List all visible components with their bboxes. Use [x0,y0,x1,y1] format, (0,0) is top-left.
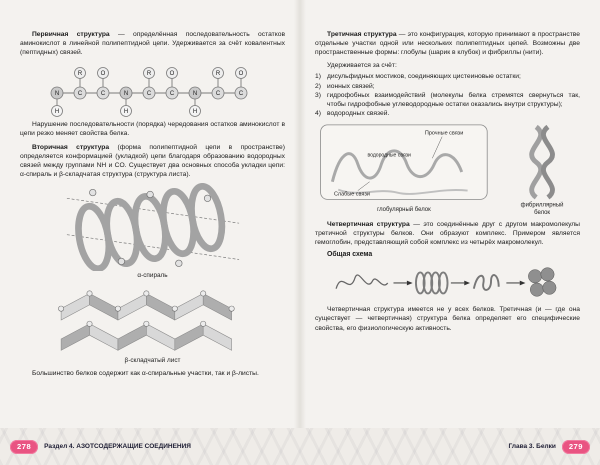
page-number-badge-left: 278 [10,440,38,454]
arrow-icon [393,281,412,286]
paragraph-tertiary-structure-text: — это конфигурация, которую принимают в пространстве отдельные участки одной или нескольких полипептидных цепей. Возможны две пространственные формы: глобулы (шарик в клубок) и фибриллы (нити). [315,31,580,57]
alpha-helix-caption: α-спираль [137,271,168,279]
paragraph-sequence-note: Нарушение последовательности (порядка) чередования остатков аминокислот в цепи резко меняет свойства белка. [20,121,285,138]
footer-band [0,428,600,465]
tertiary-stage-squiggle [473,275,498,290]
tertiary-structure-figure [315,121,580,219]
list-item-number: 1) [315,73,321,81]
helix-stage [415,273,447,294]
page-right [300,0,600,465]
paragraph-quaternary-structure-text: — это соединённые друг с другом макромолекулы третичной структуры белков. Они образуют комплекс. Примером является гемоглобин, представляющий собой комплекс из четырёх макромолекул. [315,220,580,247]
hydrogen-bonds-label: водородные связи [366,152,411,159]
fibrillar-protein-caption-line1: фибриллярный [520,202,563,209]
term-quaternary-structure: Четвертичная структура [327,220,410,228]
beta-sheet-figure [20,284,285,356]
atom-label: O [169,71,174,78]
paragraph-held-by: Удерживается за счёт: [327,62,397,70]
atom-label: N [123,91,128,98]
list-item [315,91,580,109]
primary-chain-squiggle [336,275,388,289]
list-item-text: дисульфидных мостиков, соединяющих цистеиновые остатки; [327,73,521,81]
paragraph-primary-structure [20,30,285,57]
atom-label: C [238,91,243,98]
atom-label: N [192,91,197,98]
paragraph-secondary-structure-text: (форма полипептидной цепи в пространстве) определяется конформацией (укладкой) цепи благодаря образованию водородных связей между группами NH и CO. Существует два основных способа укладки цепи: α-спираль и β-складчатая структура (структура листа). [20,143,286,178]
atom-label: R [215,71,220,78]
atom-label: R [146,71,151,78]
atom-label: H [192,109,197,116]
atom-label: C [169,91,174,98]
arrow-icon [506,281,525,286]
atom-label: R [77,71,82,78]
term-primary-structure: Первичная структура [32,31,110,38]
chapter-title: Глава 3. Белки [508,443,556,450]
paragraph-quaternary-structure [315,220,580,247]
alpha-helix-diagram [58,183,248,271]
atom-label: C [100,91,105,98]
paragraph-most-proteins: Большинство белков содержит как α-спиральные участки, так и β-листы. [32,369,259,377]
general-scheme-diagram [323,260,573,304]
page-number-badge-right: 279 [562,440,590,454]
list-item-number: 3) [315,91,321,99]
atom-label: H [54,109,59,116]
beta-sheet-diagram [53,284,253,356]
bond-list [315,72,580,118]
fibrillar-protein-rope [531,127,552,198]
paragraph-secondary-structure [20,143,285,179]
tertiary-structure-diagram [318,121,578,219]
globular-protein-caption: глобулярный белок [376,207,431,214]
atom-label: C [77,91,82,98]
atom-label: C [146,91,151,98]
scheme-heading: Общая схема [327,251,373,259]
atom-label: O [238,71,243,78]
list-item-number: 2) [315,82,321,90]
list-item [315,109,580,118]
footer-right [509,440,591,454]
alpha-helix-figure [20,183,285,271]
weak-bonds-label: Слабые связи [333,191,370,198]
list-item [315,72,580,81]
paragraph-primary-structure-text: — определённая последовательность остатков аминокислот в линейной полипептидной цепи. Удерживается за счёт ковалентных (пептидных) связей. [20,31,286,57]
general-scheme-figure [315,260,580,304]
atom-label: O [100,71,105,78]
list-item-number: 4) [315,109,321,117]
term-tertiary-structure: Третичная структура [327,31,397,38]
list-item-text: гидрофобных взаимодействий (молекулы белка стремятся свернуться так, чтобы гидрофобные углеводородные остатки оказались внутри структуры); [327,91,580,108]
paragraph-tertiary-structure [315,30,580,57]
section-title: Раздел 4. АЗОТСОДЕРЖАЩИЕ СОЕДИНЕНИЯ [44,443,191,450]
list-item-text: ионных связей; [327,82,375,90]
beta-sheet-caption: β-складчатый лист [124,356,181,364]
polypeptide-chain-figure [20,61,285,119]
atom-label: N [54,91,59,98]
atom-label: C [215,91,220,98]
atom-label: H [123,109,128,116]
polypeptide-chain-diagram [41,61,265,119]
fibrillar-protein-caption-line2: белок [533,210,550,217]
list-item [315,82,580,91]
strong-bonds-label: Прочные связи [424,130,463,137]
list-item-text: водородных связей. [327,109,390,117]
term-secondary-structure: Вторичная структура [32,143,110,151]
quaternary-cluster [528,268,556,297]
paragraph-quaternary-note: Четвертичная структура имеется не у всех белков. Третичная (и — где она существует — четвертичная) структура белка определяет его специфические свойства, его физиологическую активность. [315,306,580,332]
arrow-icon [450,281,469,286]
footer-left [10,440,191,454]
